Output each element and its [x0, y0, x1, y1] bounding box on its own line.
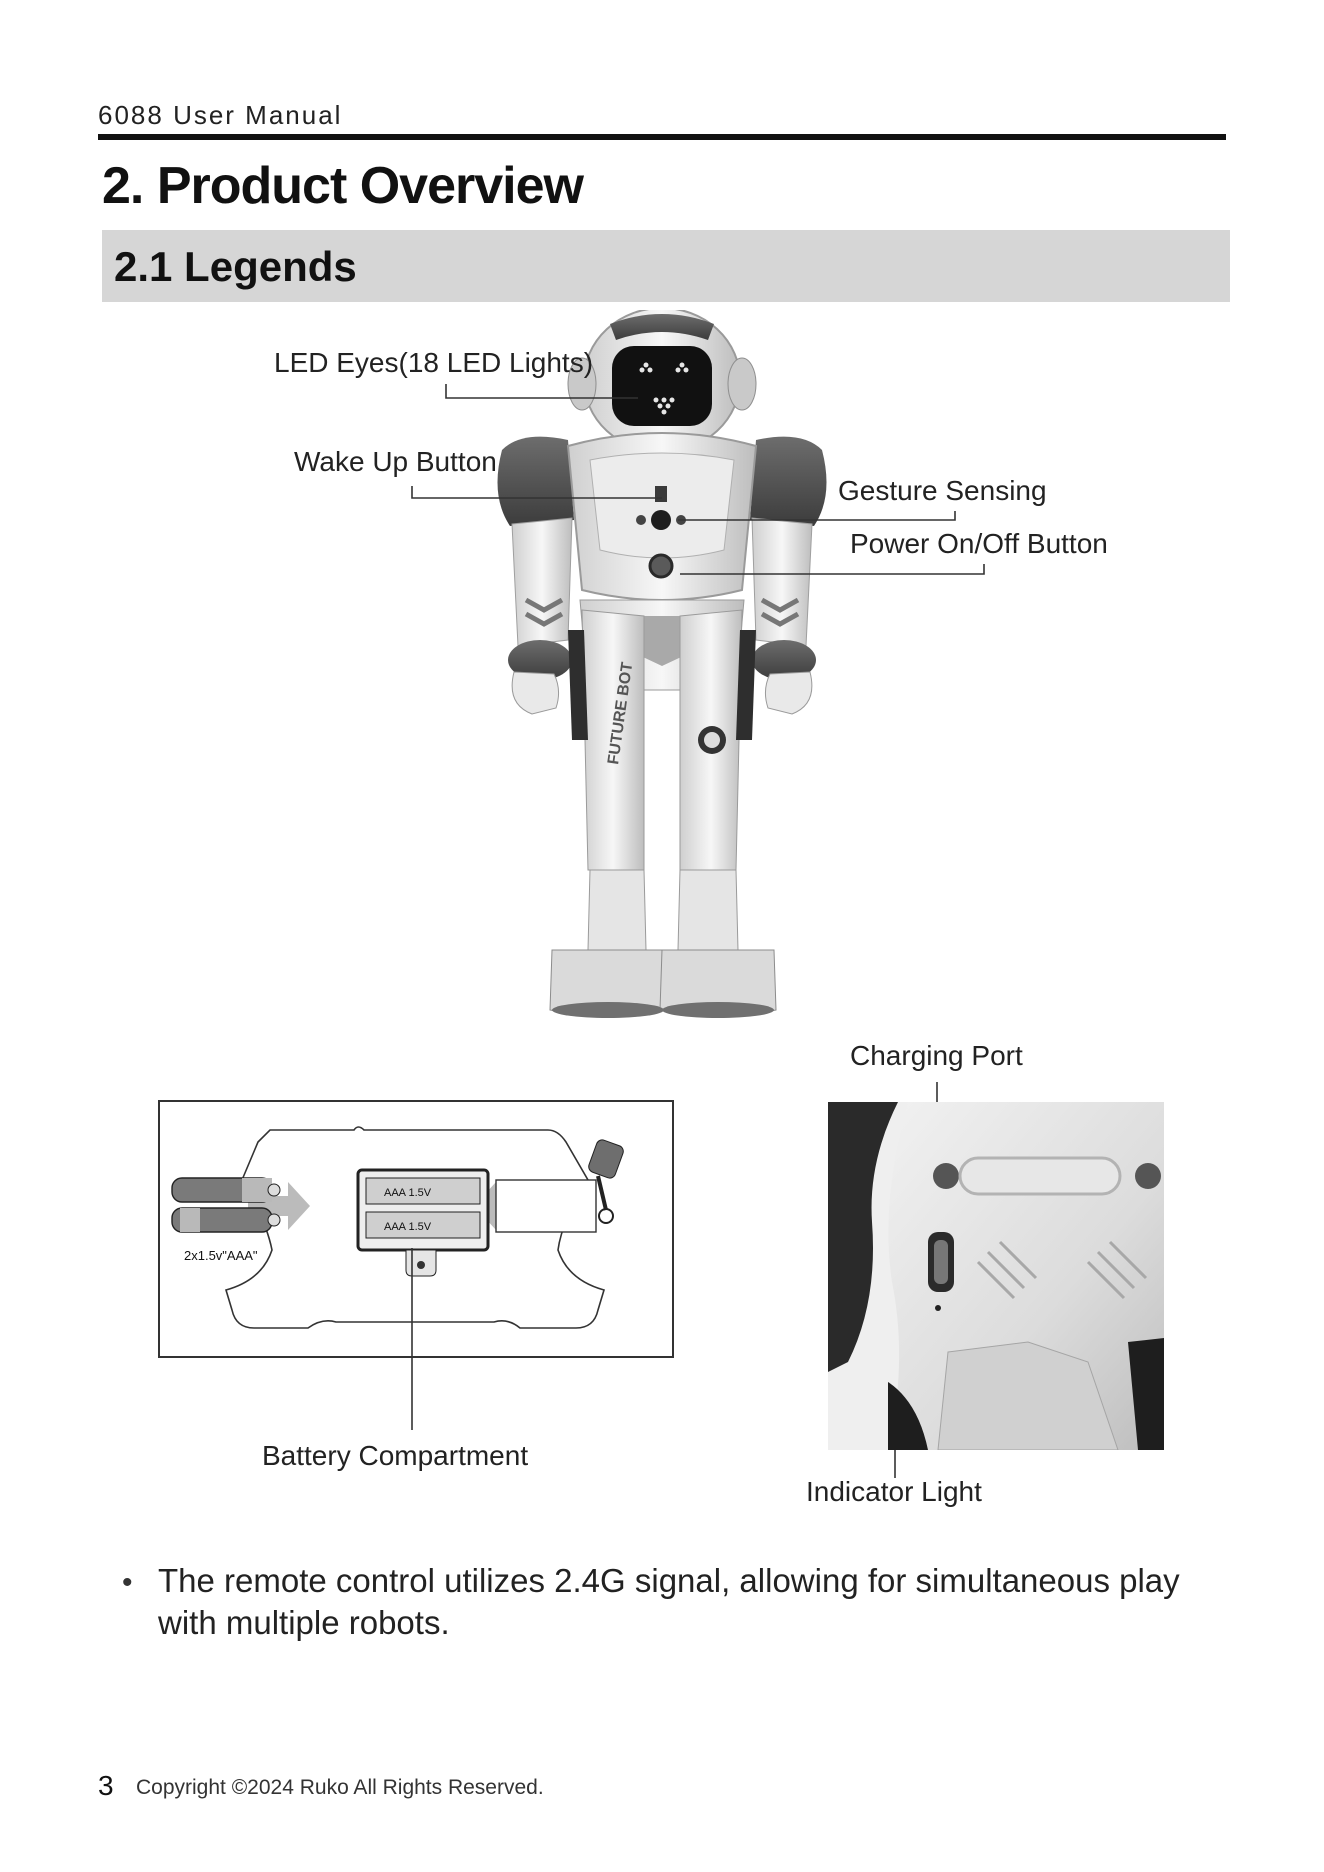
label-power-button: Power On/Off Button [850, 528, 1108, 559]
label-wake-up-button: Wake Up Button [294, 446, 497, 477]
label-battery-compartment: Battery Compartment [262, 1440, 529, 1471]
label-led-eyes: LED Eyes(18 LED Lights) [274, 347, 594, 378]
label-charging-port: Charging Port [850, 1040, 1023, 1071]
page-number: 3 [98, 1770, 114, 1801]
charging-port-photo [828, 1102, 1164, 1450]
bullet-text: The remote control utilizes 2.4G signal, allowing for simultaneous play with multiple robots. [158, 1562, 1180, 1641]
bullet-marker: • [122, 1566, 133, 1599]
label-indicator-light: Indicator Light [806, 1476, 982, 1507]
subsection-title: 2.1 Legends [114, 243, 357, 290]
section-title: 2. Product Overview [102, 157, 583, 215]
copyright-text: Copyright ©2024 Ruko All Rights Reserved. [136, 1776, 544, 1799]
manual-header: 6088 User Manual [98, 100, 343, 130]
battery-spec-text: 2x1.5v"AAA" [184, 1248, 258, 1263]
label-gesture-sensing: Gesture Sensing [838, 475, 1047, 506]
robot-chest-text: FUTURE BOT [605, 661, 637, 766]
cell-label-bottom: AAA 1.5V [384, 1221, 432, 1233]
cell-label-top: AAA 1.5V [384, 1187, 432, 1199]
